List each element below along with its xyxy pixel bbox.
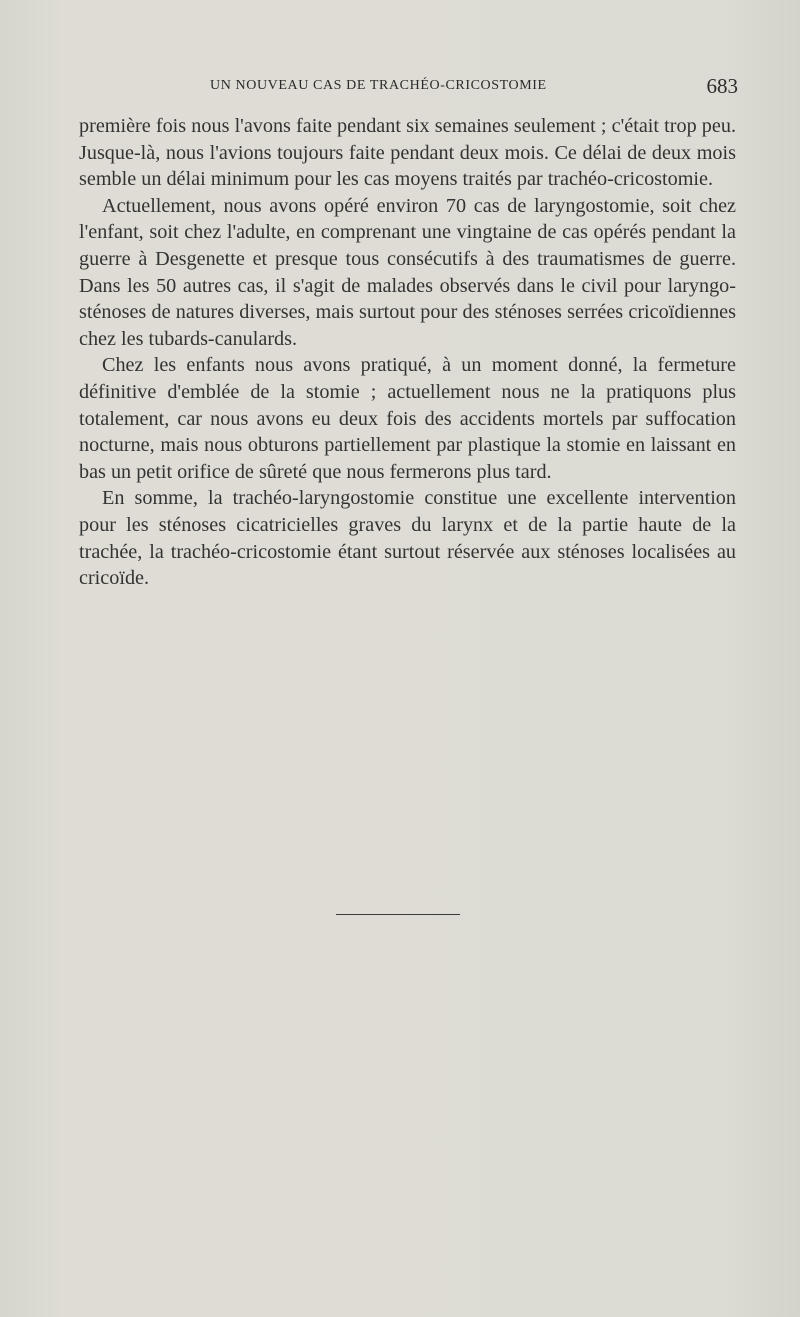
body-text bbox=[79, 113, 736, 592]
paragraph-1: première fois nous l'avons faite pendant six semaines seulement ; c'était trop peu. Jusque-là, nous l'avions toujours faite pendant deux mois. Ce délai de deux mois semble un délai minimum pour les cas moyens traités par trachéo-cricostomie. bbox=[79, 115, 736, 191]
page-header bbox=[0, 76, 800, 100]
end-rule bbox=[336, 914, 460, 915]
paragraph-4: En somme, la trachéo-laryngostomie constitue une excellente intervention pour les sténoses cicatricielles graves du larynx et de la partie haute de la trachée, la trachéo-cricostomie étant surtout réservée aux sténoses localisées au cricoïde. bbox=[79, 487, 736, 590]
page-number: 683 bbox=[706, 74, 738, 98]
paragraph-2: Actuellement, nous avons opéré environ 70 cas de laryngostomie, soit chez l'enfant, soit chez l'adulte, en comprenant une vingtaine de cas opérés pendant la guerre à Desgenette et presque tous consécutifs à des traumatismes de guerre. Dans les 50 autres cas, il s'agit de malades observés dans le civil pour laryngo-sténoses de natures diverses, mais surtout pour des sténoses serrées cricoïdiennes chez les tubards-canulards. bbox=[79, 194, 736, 350]
paragraph-3: Chez les enfants nous avons pratiqué, à un moment donné, la fermeture définitive d'emblée de la stomie ; actuellement nous ne la pratiquons plus totalement, car nous avons eu deux fois des accidents mortels par suffocation nocturne, mais nous obturons partiellement par plastique la stomie en laissant en bas un petit orifice de sûreté que nous fermerons plus tard. bbox=[79, 354, 736, 483]
running-title: UN NOUVEAU CAS DE TRACHÉO-CRICOSTOMIE bbox=[210, 78, 547, 93]
